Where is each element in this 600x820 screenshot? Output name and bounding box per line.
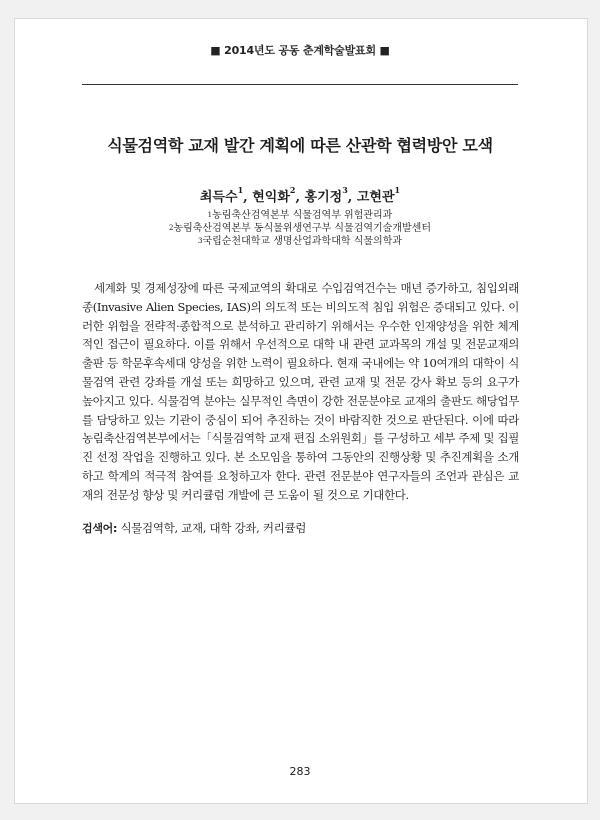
paper-title: 식물검역학 교재 발간 계획에 따른 산관학 협력방안 모색 xyxy=(107,136,493,155)
affiliation-line xyxy=(0,209,600,222)
author-affiliation-mark: 3 xyxy=(342,185,348,195)
keywords-line xyxy=(82,519,519,538)
affiliation-list xyxy=(0,209,600,248)
affiliation-text: 농림축산검역본부 식물검역부 위험관리과 xyxy=(212,210,393,221)
abstract-paragraph: 세계화 및 경제성장에 따른 국제교역의 확대로 수입검역건수는 매년 증가하고, 침입외래종(Invasive Alien Species, IAS)의 의도적 또는 비의도적 침입 위험은 증대되고 있다. 이러한 위험을 전략적·종합적으로 분석하고 관리하기 위해서는 우수한 인재양성을 위한 체계적인 접근이 필요하다. 이를 위해서 우선적으로 대학 내 관련 교과목의 개설 및 전문교재의 출판 등 학문후속세대 양성을 위한 노력이 필요하다. 현재 국내에는 약 10여개의 대학이 식물검역 관련 강좌를 개설 또는 희망하고 있으며, 관련 교재 및 전문 강사 확보 등의 요구가 높아지고 있다. 식물검역 분야는 실무적인 측면이 강한 전문분야로 교재의 출판도 해당업무를 담당하고 있는 기관이 중심이 되어 추진하는 것이 바람직한 것으로 판단된다. 이에 따라 농림축산검역본부에서는「식물검역학 교재 편집 소위원회」를 구성하고 세부 주제 및 집필진 선정 작업을 진행하고 있다. 본 소모임을 통하여 그동안의 진행상황 및 추진계획을 소개하고 학계의 적극적 참여를 요청하고자 한다. 관련 전문분야 연구자들의 조언과 관심은 교재의 전문성 향상 및 커리큘럼 개발에 큰 도움이 될 것으로 기대한다. xyxy=(82,281,519,502)
author-name: 홍기정 xyxy=(304,190,343,205)
author-name: 현익화 xyxy=(252,190,290,205)
affiliation-line xyxy=(0,235,600,248)
page-number: 283 xyxy=(289,765,311,778)
affiliation-mark: 2 xyxy=(169,224,174,232)
author-separator: , xyxy=(243,190,253,205)
affiliation-mark: 3 xyxy=(197,237,203,245)
author-separator: , xyxy=(295,190,305,205)
affiliation-text: 국립순천대학교 생명산업과학대학 식물의학과 xyxy=(202,236,403,247)
conference-header: ■ 2014년도 공동 춘계학술발표회 ■ xyxy=(210,44,390,57)
author-affiliation-mark: 1 xyxy=(237,185,244,195)
affiliation-line xyxy=(0,222,600,235)
header-divider xyxy=(82,84,518,85)
author-affiliation-mark: 1 xyxy=(394,185,401,195)
author-separator: , xyxy=(347,190,357,205)
author-name: 고현관 xyxy=(356,190,395,205)
keywords-label: 검색어: xyxy=(82,522,118,535)
author-name: 최득수 xyxy=(199,190,238,205)
author-list xyxy=(0,186,600,205)
author-affiliation-mark: 2 xyxy=(289,185,296,195)
affiliation-mark: 1 xyxy=(207,211,213,219)
keywords-text: 식물검역학, 교재, 대학 강좌, 커리큘럼 xyxy=(120,521,307,535)
affiliation-text: 농림축산검역본부 동식물위생연구부 식물검역기술개발센터 xyxy=(173,223,431,234)
